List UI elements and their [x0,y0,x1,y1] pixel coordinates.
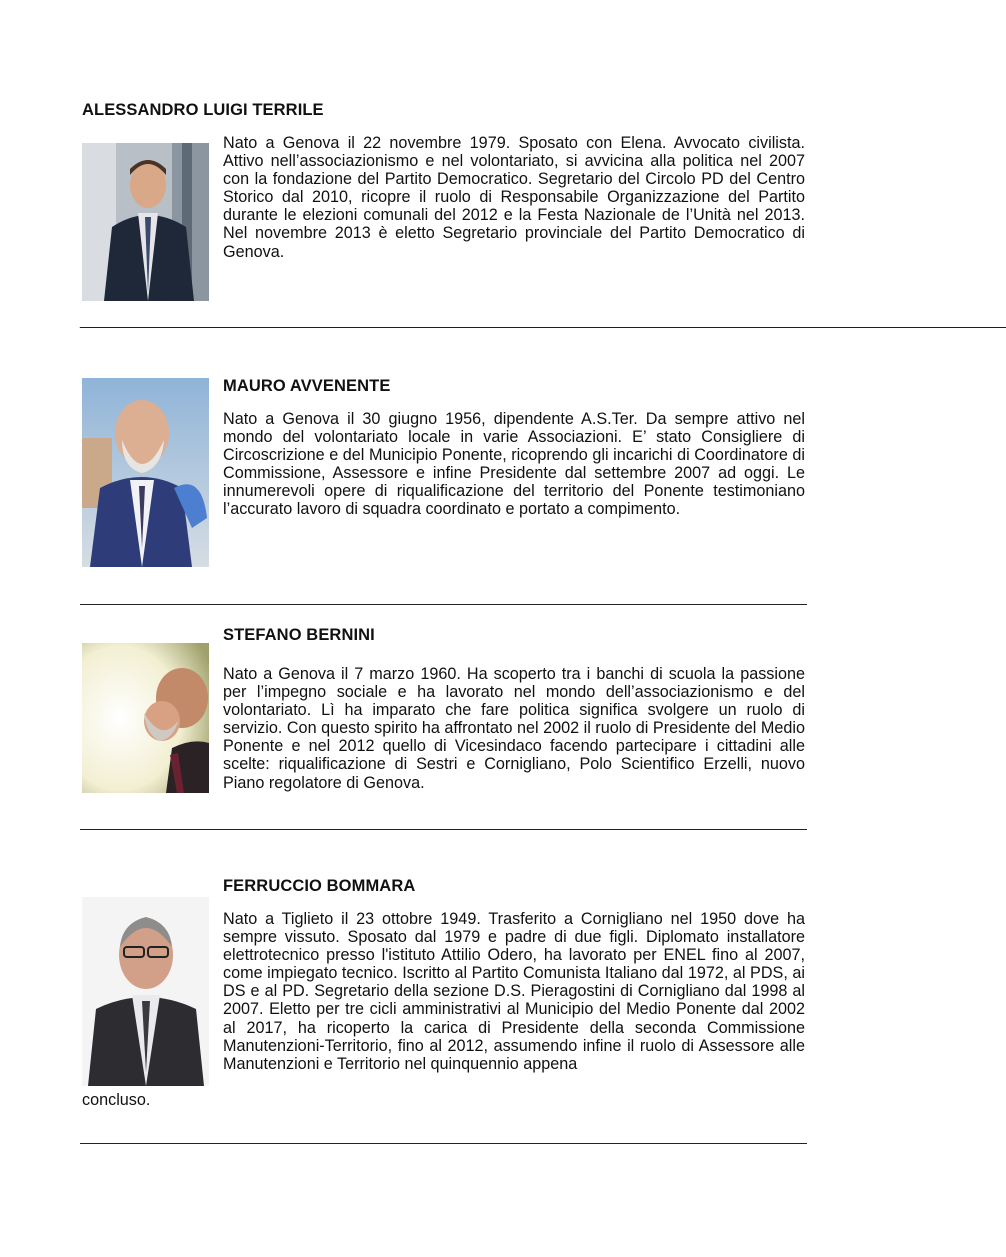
portrait-photo [82,897,209,1086]
person-name: ALESSANDRO LUIGI TERRILE [82,101,324,119]
person-bio: Nato a Tiglieto il 23 ottobre 1949. Trasferito a Cornigliano nel 1950 dove ha sempre vissuto. Sposato dal 1979 e padre di due figli. Diplomato installatore elettrotecnico presso l'istituto Attilio Odero, ha lavorato per ENEL fino al 2007, come impiegato tecnico. Iscritto al Partito Comunista Italiano dal 1972, al PDS, ai DS e al PD. Segretario della sezione D.S. Pieragostini di Cornigliano dal 1998 al 2007. Eletto per tre cicli amministrativi al Municipio del Medio Ponente dal 2002 al 2017, ha ricoperto la carica di Presidente della seconda Commissione Manutenzioni-Territorio, fino al 2012, assumendo infine il ruolo di Assessore alle Manutenzioni e Territorio nel quinquennio appena [223,910,805,1073]
person-bio-continuation: concluso. [82,1091,151,1109]
portrait-photo [82,143,209,301]
separator-line [80,829,807,830]
portrait-photo [82,643,209,793]
person-bio: Nato a Genova il 30 giugno 1956, dipendente A.S.Ter. Da sempre attivo nel mondo del volontariato locale in varie Associazioni. E’ stato Consigliere di Circoscrizione e del Municipio Ponente, ricoprendo gli incarichi di Coordinatore di Commissione, Assessore e infine Presidente dal settembre 2007 ad oggi. Le innumerevoli opere di riqualificazione del territorio del Ponente testimoniano l’accurato lavoro di squadra coordinato e portato a compimento. [223,410,805,519]
person-bio: Nato a Genova il 22 novembre 1979. Sposato con Elena. Avvocato civilista. Attivo nell’associazionismo e nel volontariato, si avvicina alla politica nel 2007 con la fondazione del Partito Democratico. Segretario del Circolo PD del Centro Storico dal 2010, ricopre il ruolo di Responsabile Organizzazione del Partito durante le elezioni comunali del 2012 e la Festa Nazionale de l’Unità nel 2013. Nel novembre 2013 è eletto Segretario provinciale del Partito Democratico di Genova. [223,134,805,261]
separator-line [80,604,807,605]
person-name: MAURO AVVENENTE [223,377,391,395]
separator-line [80,1143,807,1144]
person-bio: Nato a Genova il 7 marzo 1960. Ha scoperto tra i banchi di scuola la passione per l’impegno sociale e ha lavorato nel mondo dell’associazionismo e del volontariato. Lì ha imparato che fare politica significa svolgere un ruolo di servizio. Con questo spirito ha affrontato nel 2002 il ruolo di Presidente del Medio Ponente e nel 2012 quello di Vicesindaco facendo partecipare i cittadini alle scelte: riqualificazione di Sestri e Cornigliano, Polo Scientifico Erzelli, nuovo Piano regolatore di Genova. [223,665,805,792]
person-name: FERRUCCIO BOMMARA [223,877,416,895]
separator-line: _______________________________________________________________________________________________________________ [80,312,1006,329]
portrait-photo [82,378,209,567]
person-name: STEFANO BERNINI [223,626,375,644]
